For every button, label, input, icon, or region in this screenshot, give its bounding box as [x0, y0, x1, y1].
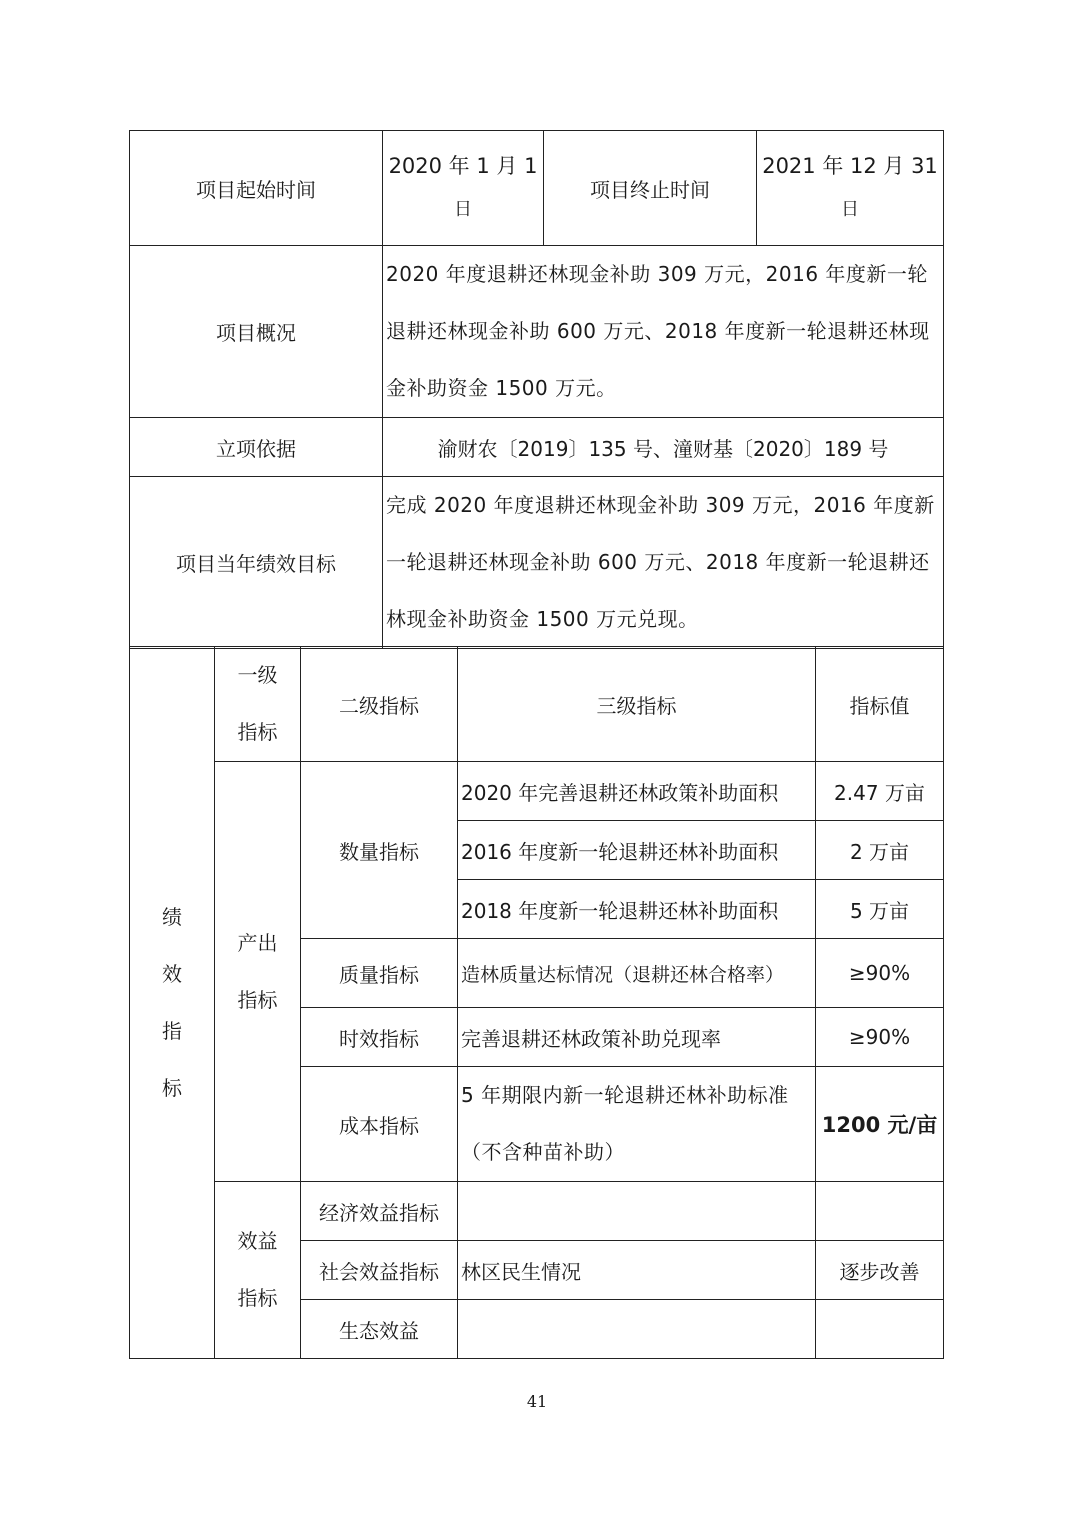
basis-label: 立项依据: [130, 418, 383, 477]
economic-value: [816, 1182, 944, 1241]
quality-item: 造林质量达标情况（退耕还林合格率）: [458, 939, 816, 1008]
page-number: 41: [526, 1392, 548, 1411]
benefit-label: [215, 1182, 301, 1359]
col-level1-text: 一级指标: [237, 663, 278, 744]
section-label-text: 绩效指标: [162, 904, 182, 1100]
section-label: [130, 647, 215, 1359]
economic-item: [458, 1182, 816, 1241]
quantity-value-2: 2 万亩: [816, 821, 944, 880]
timeliness-label: 时效指标: [301, 1008, 458, 1067]
start-time-line2: 日: [454, 199, 472, 220]
end-time-label: 项目终止时间: [544, 131, 757, 246]
quantity-item-1: 2020 年完善退耕还林政策补助面积: [458, 762, 816, 821]
quality-value: ≥90%: [816, 939, 944, 1008]
end-time-line1: 2021 年 12 月 31: [762, 154, 938, 178]
cost-label: 成本指标: [301, 1067, 458, 1182]
timeliness-item: 完善退耕还林政策补助兑现率: [458, 1008, 816, 1067]
quantity-label: 数量指标: [301, 762, 458, 939]
social-item: 林区民生情况: [458, 1241, 816, 1300]
output-label: [215, 762, 301, 1182]
quantity-value-1: 2.47 万亩: [816, 762, 944, 821]
economic-label: 经济效益指标: [301, 1182, 458, 1241]
ecological-item: [458, 1300, 816, 1359]
overview-text: 2020 年度退耕还林现金补助 309 万元，2016 年度新一轮退耕还林现金补助 600 万元、2018 年度新一轮退耕还林现金补助资金 1500 万元。: [383, 246, 944, 418]
cost-value: 1200 元/亩: [816, 1067, 944, 1182]
start-time-line1: 2020 年 1 月 1: [388, 154, 538, 178]
col-level2-header: 二级指标: [301, 647, 458, 762]
goal-text: 完成 2020 年度退耕还林现金补助 309 万元，2016 年度新一轮退耕还林现金补助 600 万元、2018 年度新一轮退耕还林现金补助资金 1500 万元兑现。: [383, 477, 944, 649]
quality-label: 质量指标: [301, 939, 458, 1008]
quantity-value-3: 5 万亩: [816, 880, 944, 939]
quantity-item-2: 2016 年度新一轮退耕还林补助面积: [458, 821, 816, 880]
benefit-label-text: 效益指标: [237, 1229, 278, 1310]
col-level3-header: 三级指标: [458, 647, 816, 762]
project-info-table: [129, 130, 944, 649]
col-level1-header: [215, 647, 301, 762]
overview-label: 项目概况: [130, 246, 383, 418]
output-label-text: 产出指标: [237, 930, 278, 1012]
end-time-line2: 日: [841, 199, 859, 220]
social-label: 社会效益指标: [301, 1241, 458, 1300]
end-time-value: [757, 131, 944, 246]
social-value: 逐步改善: [816, 1241, 944, 1300]
quantity-item-3: 2018 年度新一轮退耕还林补助面积: [458, 880, 816, 939]
start-time-label: 项目起始时间: [130, 131, 383, 246]
start-time-value: [383, 131, 544, 246]
basis-text: 渝财农〔2019〕135 号、潼财基〔2020〕189 号: [383, 418, 944, 477]
col-value-header: 指标值: [816, 647, 944, 762]
ecological-label: 生态效益: [301, 1300, 458, 1359]
goal-label: 项目当年绩效目标: [130, 477, 383, 649]
indicators-table: [129, 646, 944, 1359]
cost-item: 5 年期限内新一轮退耕还林补助标准（不含种苗补助）: [458, 1067, 816, 1182]
timeliness-value: ≥90%: [816, 1008, 944, 1067]
ecological-value: [816, 1300, 944, 1359]
